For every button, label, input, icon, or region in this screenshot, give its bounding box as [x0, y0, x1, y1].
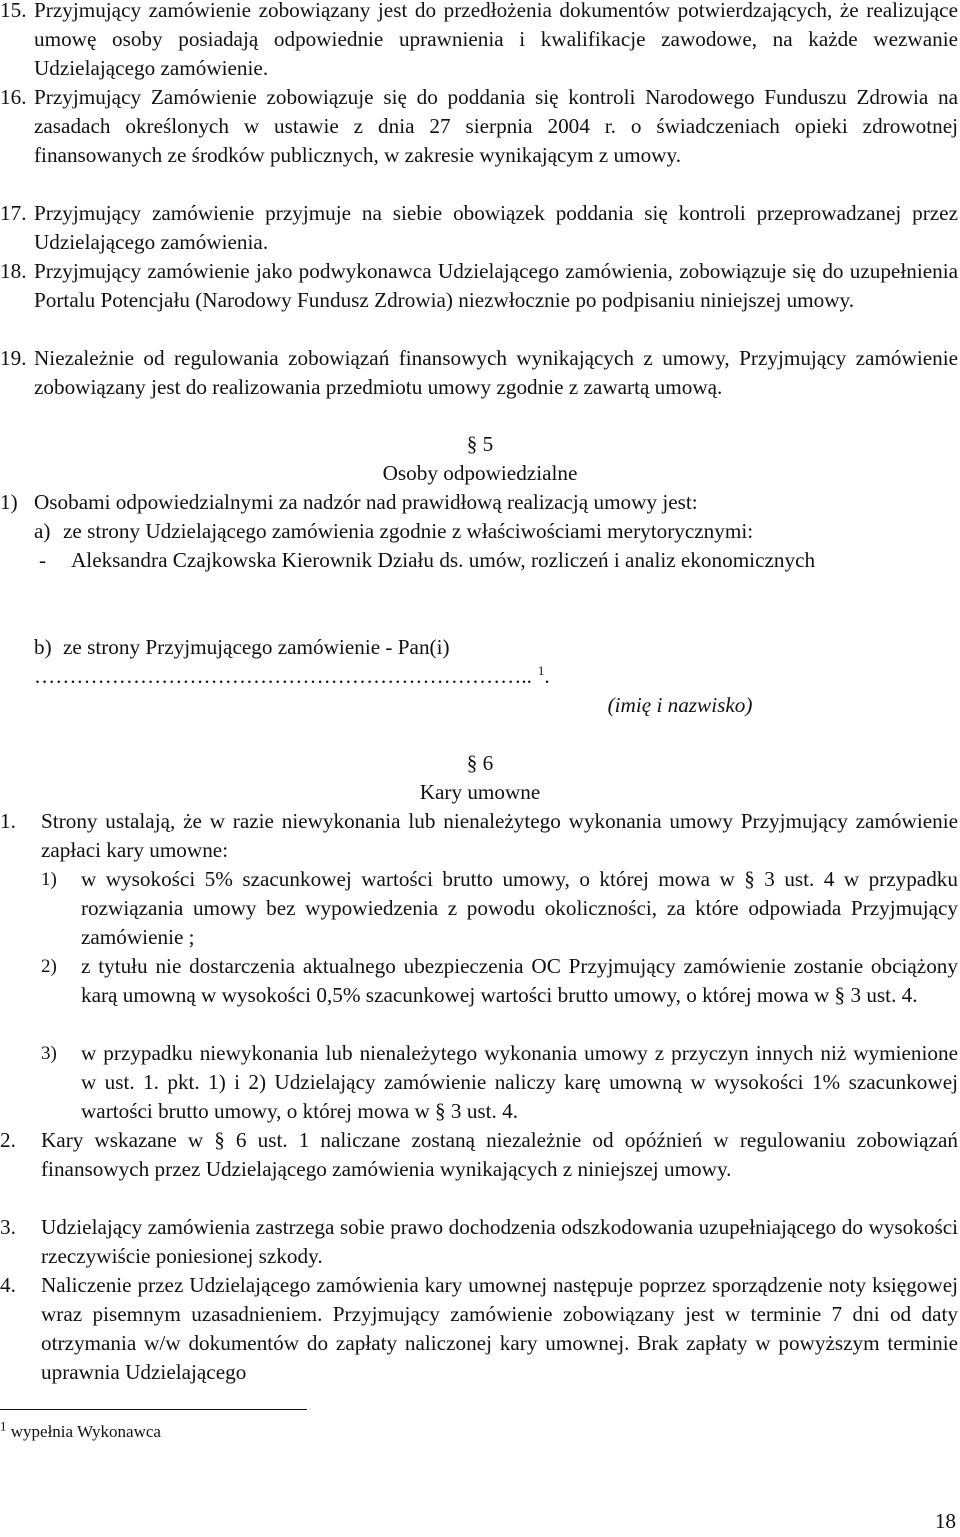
footnote	[0, 1418, 500, 1443]
item-number: a)	[34, 519, 51, 543]
penalty-item-2	[0, 1126, 958, 1184]
item-number: 1)	[0, 490, 18, 514]
dotted-fill: ……………………………………………………………..	[34, 664, 532, 688]
penalty-item-3	[0, 1213, 958, 1271]
footnote-separator	[0, 1409, 307, 1410]
penalty-subitem-2	[41, 952, 958, 1010]
item-text: ze strony Udzielającego zamówienia zgodnie z właściwościami merytorycznymi:	[63, 519, 754, 543]
dash-marker: -	[39, 548, 47, 572]
item-text: Naliczenie przez Udzielającego zamówienia kary umownej następuje poprzez sporządzenie noty księgowej wraz pisemnym uzasadnieniem. Przyjmujący zamówienie zobowiązany jest w terminie 7 dni od daty otrzymania w/w dokumentów do zapłaty naliczonej kary umownej. Brak zapłaty w powyższym terminie uprawnia Udzielającego	[41, 1273, 958, 1384]
item-text: Przyjmujący zamówienie przyjmuje na siebie obowiązek poddania się kontroli przeprowadzanej przez Udzielającego zamówienia.	[34, 201, 958, 254]
responsible-paragraph	[0, 488, 958, 517]
item-number: 1)	[41, 869, 57, 890]
item-text: Przyjmujący zamówienie zobowiązany jest do przedłożenia dokumentów potwierdzających, że realizujące umowę osoby posiadają odpowiednie uprawnienia i kwalifikacje zawodowe, na każde wezwanie Udzielającego zamówienie.	[34, 0, 958, 80]
penalty-item-4	[0, 1271, 958, 1387]
responsible-person	[34, 546, 958, 575]
item-number: 2)	[41, 956, 57, 977]
item-text: Kary wskazane w § 6 ust. 1 naliczane zostaną niezależnie od opóźnień w regulowaniu zobowiązań finansowych przez Udzielającego zamówienia wynikających z niniejszej umowy.	[41, 1128, 958, 1181]
footnote-reference: 1	[537, 662, 545, 678]
item-number: 18.	[0, 259, 27, 283]
name-hint: (imię i nazwisko)	[607, 693, 753, 717]
item-text: ze strony Przyjmującego zamówienie - Pan(i)	[63, 635, 450, 659]
penalty-item-1	[0, 807, 958, 865]
item-text: Aleksandra Czajkowska Kierownik Działu ds. umów, rozliczeń i analiz ekonomicznych	[71, 548, 816, 572]
item-number: 3.	[0, 1215, 16, 1239]
list-item-19	[0, 344, 958, 402]
item-text: w wysokości 5% szacunkowej wartości brutto umowy, o której mowa w § 3 ust. 4 w przypadku rozwiązania umowy bez wypowiedzenia z powodu okoliczności, za które odpowiada Przyjmujący zamówienie ;	[81, 867, 958, 949]
item-text: Przyjmujący zamówienie jako podwykonawca Udzielającego zamówienia, zobowiązuje się do uzupełnienia Portalu Potencjału (Narodowy Fundusz Zdrowia) niezwłocznie po podpisaniu niniejszej umowy.	[34, 259, 958, 312]
name-dotted-line	[34, 662, 794, 691]
item-number: 2.	[0, 1128, 16, 1152]
penalty-subitem-1	[41, 865, 958, 952]
item-number: 19.	[0, 346, 27, 370]
footnote-text: wypełnia Wykonawca	[10, 1422, 161, 1441]
item-number: 4.	[0, 1273, 16, 1297]
section-6-title: Kary umowne	[419, 780, 541, 804]
item-number: 16.	[0, 85, 27, 109]
item-text: Udzielający zamówienia zastrzega sobie prawo dochodzenia odszkodowania uzupełniającego do wysokości rzeczywiście poniesionej szkody.	[41, 1215, 958, 1268]
section-5-heading: § 5	[466, 432, 494, 456]
item-number: b)	[34, 635, 52, 659]
list-item-17	[0, 199, 958, 257]
item-number: 3)	[41, 1043, 57, 1064]
item-text: z tytułu nie dostarczenia aktualnego ubezpieczenia OC Przyjmujący zamówienie zostanie obciążony karą umowną w wysokości 0,5% szacunkowej wartości brutto umowy, o której mowa w § 3 ust. 4.	[81, 954, 958, 1007]
item-number: 15.	[0, 0, 27, 22]
section-5-title: Osoby odpowiedzialne	[382, 461, 578, 485]
item-text: Osobami odpowiedzialnymi za nadzór nad prawidłową realizacją umowy jest:	[34, 490, 698, 514]
item-number: 17.	[0, 201, 27, 225]
dotted-end: .	[544, 664, 550, 688]
item-text: Niezależnie od regulowania zobowiązań finansowych wynikających z umowy, Przyjmujący zamówienie zobowiązany jest do realizowania przedmiotu umowy zgodnie z zawartą umową.	[34, 346, 958, 399]
penalty-subitem-3	[41, 1039, 958, 1126]
page-number: 18	[934, 1509, 956, 1533]
item-text: Strony ustalają, że w razie niewykonania lub nienależytego wykonania umowy Przyjmujący zamówienie zapłaci kary umowne:	[41, 809, 958, 862]
responsible-party-a	[34, 517, 958, 546]
list-item-16	[0, 83, 958, 170]
responsible-party-b	[34, 633, 958, 662]
footnote-mark: 1	[0, 1418, 7, 1434]
item-text: w przypadku niewykonania lub nienależytego wykonania umowy z przyczyn innych niż wymienione w ust. 1. pkt. 1) i 2) Udzielający zamówienie naliczy karę umowną w wysokości 1% szacunkowej wartości brutto umowy, o której mowa w § 3 ust. 4.	[81, 1041, 958, 1123]
section-6-heading: § 6	[466, 751, 494, 775]
item-number: 1.	[0, 809, 16, 833]
list-item-18	[0, 257, 958, 315]
item-text: Przyjmujący Zamówienie zobowiązuje się do poddania się kontroli Narodowego Funduszu Zdrowia na zasadach określonych w ustawie z dnia 27 sierpnia 2004 r. o świadczeniach opieki zdrowotnej finansowanych ze środków publicznych, w zakresie wynikającym z umowy.	[34, 85, 958, 167]
list-item-15	[0, 0, 958, 83]
